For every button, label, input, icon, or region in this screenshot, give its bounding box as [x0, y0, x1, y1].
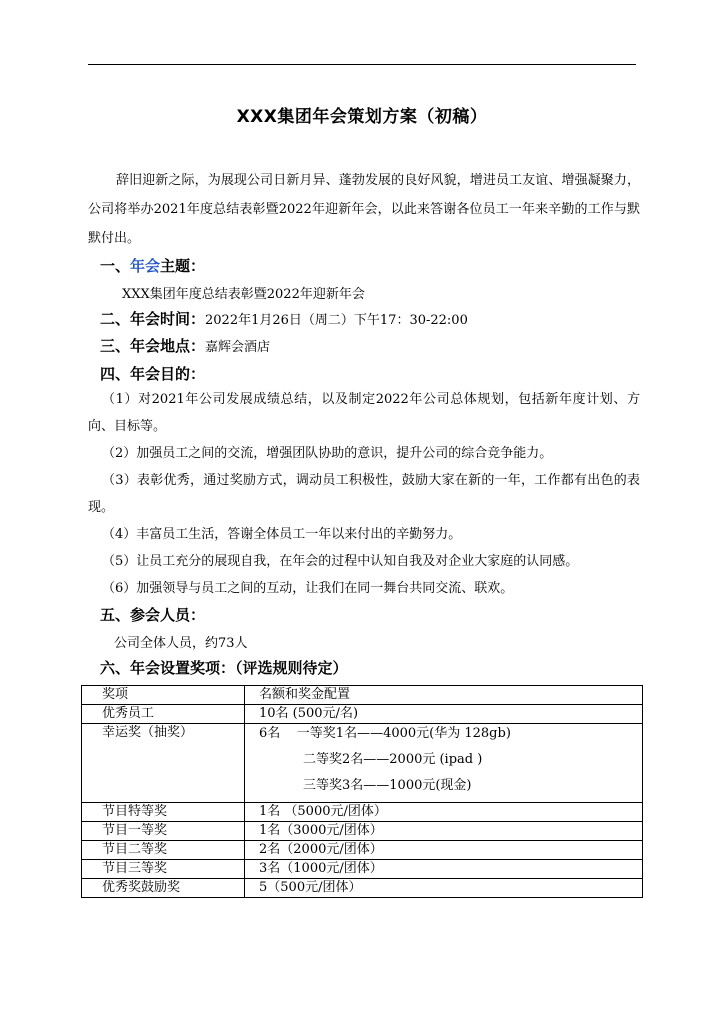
- purpose-item-6: （6）加强领导与员工之间的互动，让我们在同一舞台共同交流、联欢。: [102, 581, 514, 596]
- purpose-item-2: （2）加强员工之间的交流，增强团队协助的意识，提升公司的综合竞争能力。: [102, 446, 553, 461]
- award-name: 节目一等奖: [82, 822, 245, 841]
- table-row: [82, 705, 643, 724]
- award-config: 1名 （5000元/团体）: [245, 803, 643, 822]
- purpose-item-3: （3）表彰优秀，通过奖励方式，调动员工积极性，鼓励大家在新的一年，工作都有出色的表现。: [88, 473, 640, 515]
- annual-meeting-link[interactable]: 年会: [130, 257, 161, 275]
- lucky-line-2: 二等奖2名——2000元 (ipad ): [303, 752, 483, 767]
- award-config: 1名（3000元/团体）: [245, 822, 643, 841]
- section-time-heading: [100, 308, 468, 329]
- awards-table: [81, 685, 643, 898]
- section-purpose-heading: 四、年会目的：: [100, 365, 206, 383]
- lucky-line-3: 三等奖3名——1000元(现金): [303, 778, 472, 793]
- purpose-item-5: （5）让员工充分的展现自我，在年会的过程中认知自我及对企业大家庭的认同感。: [102, 554, 579, 569]
- award-config: 5（500元/团体）: [245, 879, 643, 898]
- section-theme-suffix: 主题：: [160, 257, 206, 275]
- theme-content: XXX集团年度总结表彰暨2022年迎新年会: [122, 287, 365, 302]
- award-config: [245, 724, 643, 803]
- section-awards-heading: 六、年会设置奖项：（评选规则待定）: [100, 659, 348, 677]
- section-attendees-heading: 五、参会人员：: [100, 606, 206, 624]
- table-row: [82, 879, 643, 898]
- attendees-content: 公司全体人员，约73人: [114, 636, 248, 651]
- intro-paragraph: 辞旧迎新之际，为展现公司日新月异、蓬勃发展的良好风貌，增进员工友谊、增强凝聚力，公司将举办2021年度总结表彰暨2022年迎新年会，以此来答谢各位员工一年来辛勤的工作与默默付出。: [88, 173, 640, 246]
- section-place-heading: [100, 335, 270, 356]
- purpose-item-4: （4）丰富员工生活，答谢全体员工一年以来付出的辛勤努力。: [102, 527, 462, 542]
- section-theme-heading: [100, 255, 205, 276]
- award-config: 2名（2000元/团体）: [245, 841, 643, 860]
- table-row: [82, 860, 643, 879]
- section-theme-prefix: 一、: [100, 257, 131, 275]
- award-name: 节目三等奖: [82, 860, 245, 879]
- award-name: 节目二等奖: [82, 841, 245, 860]
- section-time-label: 二、年会时间：: [100, 310, 206, 328]
- table-row: [82, 822, 643, 841]
- table-row: [82, 803, 643, 822]
- purpose-item-1: （1）对2021年公司发展成绩总结，以及制定2022年公司总体规划，包括新年度计划、方向、目标等。: [88, 392, 640, 434]
- document-title: XXX集团年会策划方案（初稿）: [236, 107, 488, 127]
- section-place-label: 三、年会地点：: [100, 337, 206, 355]
- award-config: 10名 (500元/名): [245, 705, 643, 724]
- table-header-config: 名额和奖金配置: [245, 686, 643, 705]
- award-name: 节目特等奖: [82, 803, 245, 822]
- award-name: 优秀员工: [82, 705, 245, 724]
- table-header-award: 奖项: [82, 686, 245, 705]
- section-place-value: 嘉辉会酒店: [205, 340, 271, 355]
- award-name: 优秀奖鼓励奖: [82, 879, 245, 898]
- section-time-value: 2022年1月26日（周二）下午17：30-22:00: [205, 313, 468, 328]
- table-row-lucky: [82, 724, 643, 803]
- header-rule: [88, 64, 636, 65]
- lucky-line-1: 6名 一等奖1名——4000元(华为 128gb): [259, 726, 511, 741]
- table-row: [82, 841, 643, 860]
- award-name: 幸运奖（抽奖）: [82, 724, 245, 803]
- table-header-row: [82, 686, 643, 705]
- award-config: 3名（1000元/团体）: [245, 860, 643, 879]
